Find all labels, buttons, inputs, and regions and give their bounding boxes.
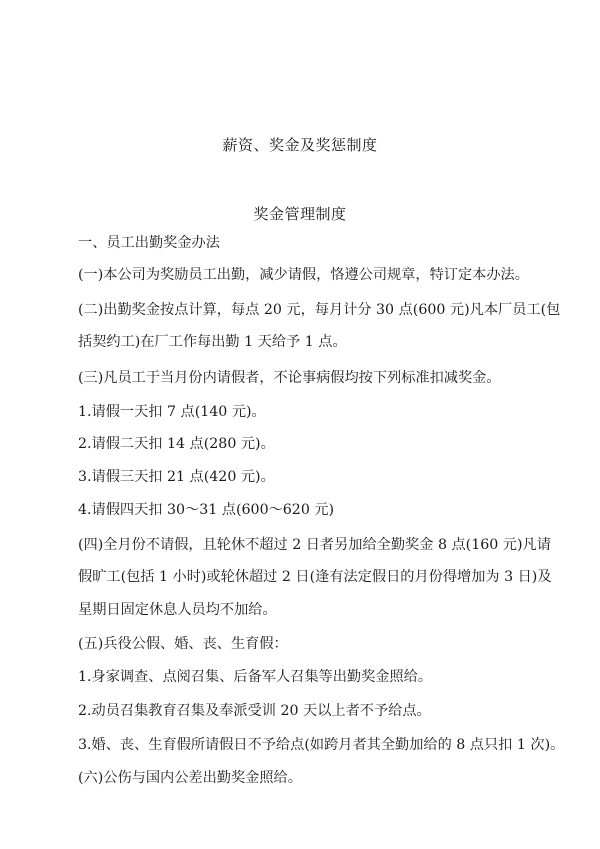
paragraph: 星期日固定休息人员均不加给。 (78, 602, 277, 618)
list-item: 1.请假一天扣 7 点(140 元)。 (78, 404, 266, 420)
paragraph: (六)公伤与国内公差出勤奖金照给。 (78, 770, 302, 786)
list-item: 3.请假三天扣 21 点(420 元)。 (78, 469, 275, 485)
document-subtitle: 奖金管理制度 (253, 205, 347, 223)
list-item: 2.请假二天扣 14 点(280 元)。 (78, 436, 275, 452)
list-item: 4.请假四天扣 30～31 点(600～620 元) (78, 502, 335, 518)
paragraph: 括契约工)在厂工作每出勤 1 天给予 1 点。 (78, 334, 347, 350)
paragraph: 假旷工(包括 1 小时)或轮休超过 2 日(逢有法定假日的月份得增加为 3 日)及 (78, 569, 552, 585)
paragraph: (二)出勤奖金按点计算，每点 20 元，每月计分 30 点(600 元)凡本厂员工(包 (78, 302, 561, 318)
paragraph: (一)本公司为奖励员工出勤，减少请假，恪遵公司规章，特订定本办法。 (78, 267, 529, 283)
list-item: 3.婚、丧、生育假所请假日不予给点(如跨月者其全勤加给的 8 点只扣 1 次)。 (78, 737, 565, 753)
document-title: 薪资、奖金及奖惩制度 (222, 136, 378, 154)
paragraph: (四)全月份不请假，且轮休不超过 2 日者另加给全勤奖金 8 点(160 元)凡请 (78, 537, 551, 553)
paragraph: (三)凡员工于当月份内请假者，不论事病假均按下列标准扣减奖金。 (78, 370, 501, 386)
list-item: 1.身家调查、点阅召集、后备军人召集等出勤奖金照给。 (78, 669, 433, 685)
list-item: 2.动员召集教育召集及奉派受训 20 天以上者不予给点。 (78, 703, 431, 719)
paragraph: (五)兵役公假、婚、丧、生育假： (78, 636, 288, 652)
section-heading: 一、员工出勤奖金办法 (78, 235, 220, 251)
